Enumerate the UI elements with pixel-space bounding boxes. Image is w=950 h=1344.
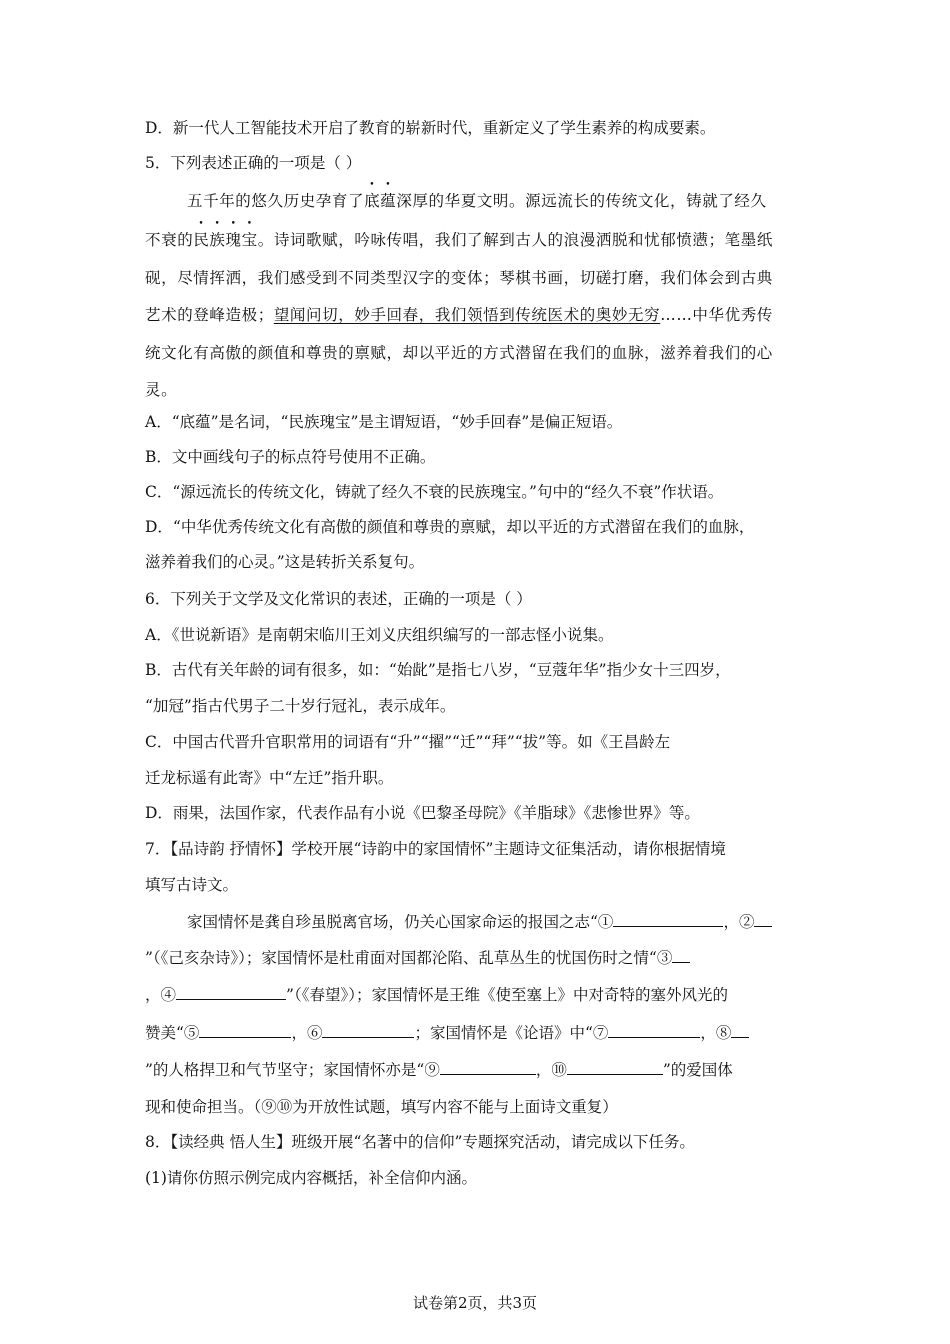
emphasis-char: 民 bbox=[193, 231, 210, 249]
emphasis-char: 蕴 bbox=[380, 192, 397, 210]
q5-passage-line-2: 不衰的民族瑰宝。诗词歌赋，吟咏传唱，我们了解到古人的浪漫洒脱和忧郁愤懑；笔墨纸 bbox=[145, 231, 773, 249]
fill-blank-8[interactable] bbox=[731, 1023, 749, 1038]
q6-option-b-line-1: B．古代有关年龄的词有很多，如：“始龀”是指七八岁，“豆蔻年华”指少女十三四岁， bbox=[145, 661, 731, 679]
q5-passage-line-3: 砚，尽情挥洒，我们感受到不同类型汉字的变体；琴棋书画，切磋打磨，我们体会到古典 bbox=[145, 269, 773, 287]
q5-passage-line-4: 艺术的登峰造极；望闻问切，妙手回春，我们领悟到传统医术的奥妙无穷……中华优秀传 bbox=[145, 306, 773, 324]
q8-sub-question-1: (1)请你仿照示例完成内容概括，补全信仰内涵。 bbox=[145, 1169, 477, 1187]
q5-option-d-line-1: D．“中华优秀传统文化有高傲的颜值和尊贵的禀赋，却以平近的方式潜留在我们的血脉， bbox=[145, 518, 755, 536]
q8-stem: 8．【读经典 悟人生】班级开展“名著中的信仰”专题探究活动，请完成以下任务。 bbox=[145, 1133, 695, 1151]
q7-para-line-3: ，④ ”（《春望》）；家国情怀是王维《使至塞上》中对奇特的塞外风光的 bbox=[145, 986, 728, 1004]
q6-option-a: A．《世说新语》是南朝宋临川王刘义庆组织编写的一部志怪小说集。 bbox=[145, 626, 614, 644]
q7-para-line-6: 现和使命担当。（⑨⑩为开放性试题，填写内容不能与上面诗文重复） bbox=[145, 1098, 618, 1116]
q4-option-d: D．新一代人工智能技术开启了教育的崭新时代，重新定义了学生素养的构成要素。 bbox=[145, 119, 716, 137]
q5-option-d-line-2: 滋养着我们的心灵。”这是转折关系复句。 bbox=[145, 553, 425, 571]
fill-blank-6[interactable] bbox=[322, 1023, 414, 1038]
q6-stem: 6．下列关于文学及文化常识的表述，正确的一项是（ ） bbox=[145, 590, 532, 608]
emphasis-char: 瑰 bbox=[225, 231, 242, 249]
q7-para-line-4: 赞美“⑤ ，⑥ ；家国情怀是《论语》中“⑦ ，⑧ bbox=[145, 1023, 749, 1043]
underlined-sentence: 望闻问切，妙手回春，我们领悟到传统医术的奥妙无穷 bbox=[273, 306, 661, 324]
q7-para-line-2: ”（《己亥杂诗》）；家国情怀是杜甫面对国都沦陷、乱草丛生的忧国伤时之情“③ bbox=[145, 948, 690, 968]
fill-blank-1[interactable] bbox=[613, 912, 723, 927]
emphasis-char: 宝 bbox=[241, 231, 258, 249]
fill-blank-3[interactable] bbox=[672, 948, 690, 963]
emphasis-char: 底 bbox=[364, 192, 381, 210]
q5-passage-line-1: 五千年的悠久历史孕育了底蕴深厚的华夏文明。源远流长的传统文化，铸就了经久 bbox=[187, 192, 767, 210]
q6-option-b-line-2: “加冠”指古代男子二十岁行冠礼，表示成年。 bbox=[145, 697, 456, 715]
q7-para-line-5: ”的人格捍卫和气节坚守；家国情怀亦是“⑨ ，⑩ ”的爱国体 bbox=[145, 1061, 733, 1079]
fill-blank-2[interactable] bbox=[754, 912, 772, 927]
q7-stem-line-1: 7．【品诗韵 抒情怀】学校开展“诗韵中的家国情怀”主题诗文征集活动，请你根据情境 bbox=[145, 840, 726, 858]
q6-option-c-line-2: 迁龙标遥有此寄》中“左迁”指升职。 bbox=[145, 769, 394, 787]
q5-stem: 5．下列表述正确的一项是（ ） bbox=[145, 154, 362, 172]
q7-stem-line-2: 填写古诗文。 bbox=[145, 876, 239, 894]
q5-passage-line-6: 灵。 bbox=[145, 381, 178, 399]
q5-passage-line-5: 统文化有高傲的颜值和尊贵的禀赋，却以平近的方式潜留在我们的血脉，滋养着我们的心 bbox=[145, 344, 773, 362]
fill-blank-10[interactable] bbox=[567, 1060, 663, 1075]
q5-option-a: A．“底蕴”是名词，“民族瑰宝”是主谓短语，“妙手回春”是偏正短语。 bbox=[145, 413, 623, 431]
q5-option-c: C．“源远流长的传统文化，铸就了经久不衰的民族瑰宝。”句中的“经久不衰”作状语。 bbox=[145, 483, 724, 501]
fill-blank-5[interactable] bbox=[199, 1023, 291, 1038]
page-footer: 试卷第2页，共3页 bbox=[412, 1294, 538, 1312]
q5-option-b: B．文中画线句子的标点符号使用不正确。 bbox=[145, 448, 436, 466]
fill-blank-4[interactable] bbox=[176, 985, 286, 1000]
q6-option-d: D．雨果，法国作家，代表作品有小说《巴黎圣母院》《羊脂球》《悲惨世界》等。 bbox=[145, 804, 700, 822]
q6-option-c-line-1: C．中国古代晋升官职常用的词语有“升”“擢”“迁”“拜”“拔”等。如《王昌龄左 bbox=[145, 733, 671, 751]
q7-para-line-1: 家国情怀是龚自珍虽脱离官场，仍关心国家命运的报国之志“① ，② bbox=[187, 912, 772, 932]
fill-blank-7[interactable] bbox=[608, 1023, 700, 1038]
emphasis-char: 族 bbox=[209, 231, 226, 249]
fill-blank-9[interactable] bbox=[440, 1060, 536, 1075]
